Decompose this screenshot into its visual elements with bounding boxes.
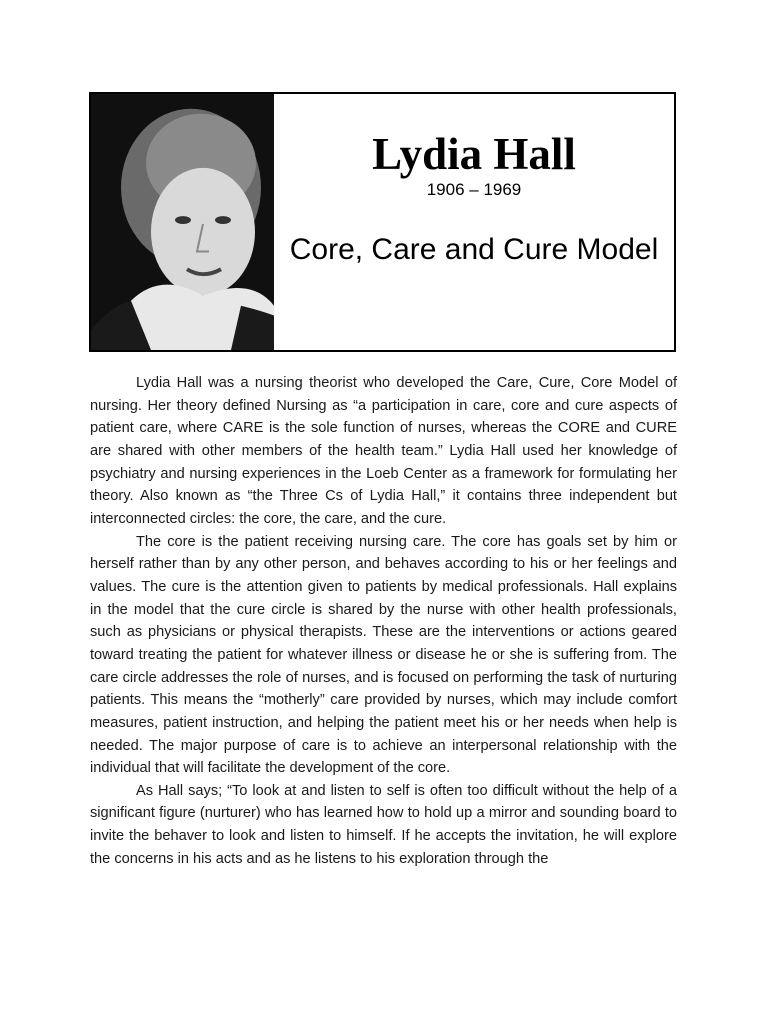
title-box — [89, 92, 676, 352]
paragraph-2: The core is the patient receiving nursing care. The core has goals set by him or herself rather than by any other person, and behaves according to his or her feelings and values. The cure is the attention given to patients by medical professionals. Hall explains in the model that the cure circle is shared by the nurse with other health professionals, such as physicians or physical therapists. These are the interventions or actions geared toward treating the patient for whatever illness or disease he or she is suffering from. The care circle addresses the role of nurses, and is focused on performing the task of nurturing patients. This means the “motherly” care provided by nurses, which may include comfort measures, patient instruction, and helping the patient meet his or her needs when help is needed. The major purpose of care is to achieve an interpersonal relationship with the individual that will facilitate the development of the core. — [90, 533, 677, 777]
paragraph-3: As Hall says; “To look at and listen to self is often too difficult without the help of a significant figure (nurturer) who has learned how to hold up a mirror and sounding board to invite the behaver to look and listen to himself. If he accepts the invitation, he will explore the concerns in his acts and as he listens to his exploration through the — [90, 782, 677, 867]
life-years: 1906 – 1969 — [426, 180, 522, 199]
person-name: Lydia Hall — [372, 129, 576, 179]
paragraph-1: Lydia Hall was a nursing theorist who developed the Care, Cure, Core Model of nursing. Her theory defined Nursing as “a participation in care, core and cure aspects of patient care, where CARE is the sole function of nurses, whereas the CORE and CURE are shared with other members of the health team.” Lydia Hall used her knowledge of psychiatry and nursing experiences in the Loeb Center as a framework for formulating her theory. Also known as “the Three Cs of Lydia Hall,” it contains three independent but interconnected circles: the core, the care, and the cure. — [90, 375, 677, 527]
model-title: Core, Care and Cure Model — [289, 233, 659, 266]
title-area — [274, 94, 674, 350]
portrait-photo — [91, 94, 274, 350]
portrait-image — [91, 94, 274, 350]
body-text — [90, 372, 677, 870]
